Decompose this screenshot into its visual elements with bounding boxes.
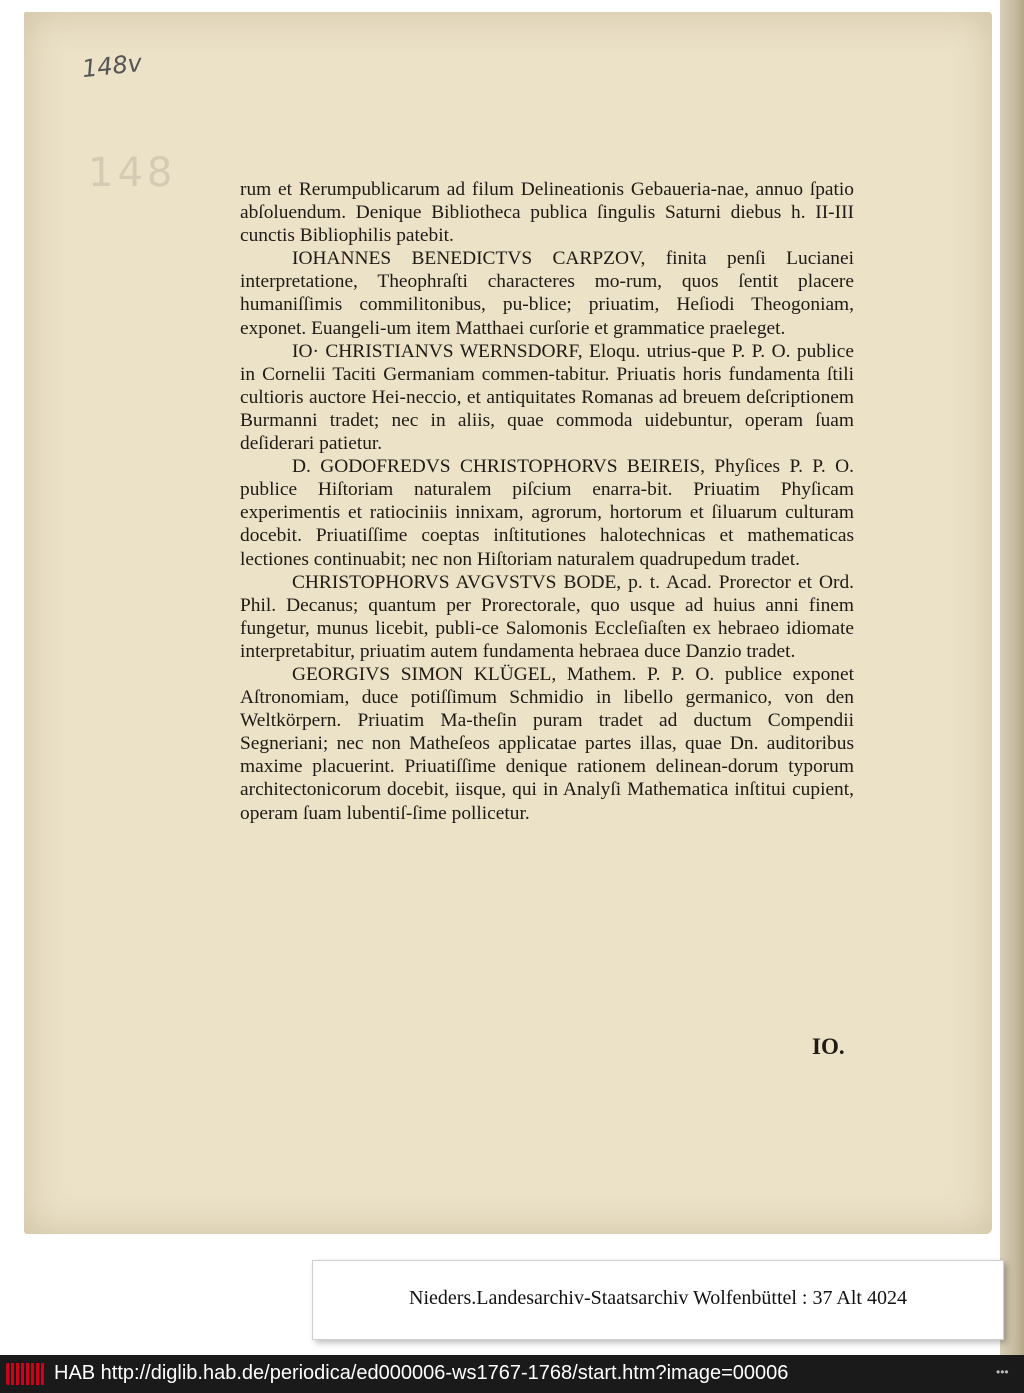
paragraph: rum et Rerumpublicarum ad filum Delineationis Gebaueria-nae, annuo ſpatio abſoluendum. Denique Bibliotheca publica ſingulis Saturni diebus h. II-III cunctis Bibliophilis patebit. (240, 179, 854, 247)
archive-label-text: Nieders.Landesarchiv-Staatsarchiv Wolfenbüttel : 37 Alt 4024 (409, 1287, 907, 1309)
paragraph: D. GODOFREDVS CHRISTOPHORVS BEIREIS, Phyſices P. P. O. publice Hiſtoriam naturalem piſcium enarra-bit. Priuatim Phyſicam experimentis et ratiociniis innixam, agrorum, hortorum et ſiluarum culturam docebit. Priuatiſſime coeptas inſtitutiones halotechnicas et mathematicas lectiones continuabit; nec non Hiſtoriam naturalem quadrupedum tradet. (240, 456, 854, 570)
archive-label (312, 1260, 1004, 1340)
footer-bar (0, 1355, 1024, 1393)
paragraph: IOHANNES BENEDICTVS CARPZOV, finita penſi Lucianei interpretatione, Theophraſti characteres mo-rum, quos ſentit placere humaniſſimis commilitonibus, pu-blice; priuatim, Heſiodi Theogoniam, exponet. Euangeli-um item Matthaei curſorie et grammatice praeleget. (240, 248, 854, 339)
faint-stamp-number: 148 (88, 150, 177, 196)
source-url-link[interactable]: HAB http://diglib.hab.de/periodica/ed000006-ws1767-1768/start.htm?image=00006 (54, 1362, 789, 1384)
catchword: IO. (812, 1034, 845, 1059)
adjacent-page-edge (1000, 0, 1024, 1355)
more-icon[interactable]: ••• (996, 1365, 1009, 1379)
paragraph: IO· CHRISTIANVS WERNSDORF, Eloqu. utrius-que P. P. O. publice in Cornelii Taciti Germaniam commen-tabitur. Priuatis horis fundamenta ſtili cultioris auctore Hei-neccio, et antiquitates Romanas ad breuem deſcriptionem Burmanni tradet; nec in aliis, quae commoda uidebuntur, operam ſuam deſiderari patietur. (240, 340, 854, 455)
paragraph: GEORGIVS SIMON KLÜGEL, Mathem. P. P. O. publice exponet Aſtronomiam, duce potiſſimum Schmidio in libello germanico, von den Weltkörpern. Priuatim Ma-theſin puram tradet ad ductum Compendii Segneriani; nec non Matheſeos applicatae partes illas, quae Dn. auditoribus maxime placuerint. Priuatiſſime denique rationem delinean-dorum typorum architectonicorum docebit, iisque, qui in Analyſi Mathematica inſtitui cupient, operam ſuam lubentiſ-ſime pollicetur. (240, 663, 854, 824)
handwritten-folio-note: 148v (80, 48, 144, 84)
document-body (240, 178, 854, 825)
paragraph: CHRISTOPHORVS AVGVSTVS BODE, p. t. Acad. Prorector et Ord. Phil. Decanus; quantum per Prorectorale, quo usque ad huius anni finem fungetur, munus licebit, publi-ce Salomonis Eccleſiaſten ex hebraeo idiomate interpretabitur, priuatim autem fundamenta hebraea duce Danzio tradet. (240, 571, 854, 662)
hab-logo-icon (6, 1363, 46, 1385)
